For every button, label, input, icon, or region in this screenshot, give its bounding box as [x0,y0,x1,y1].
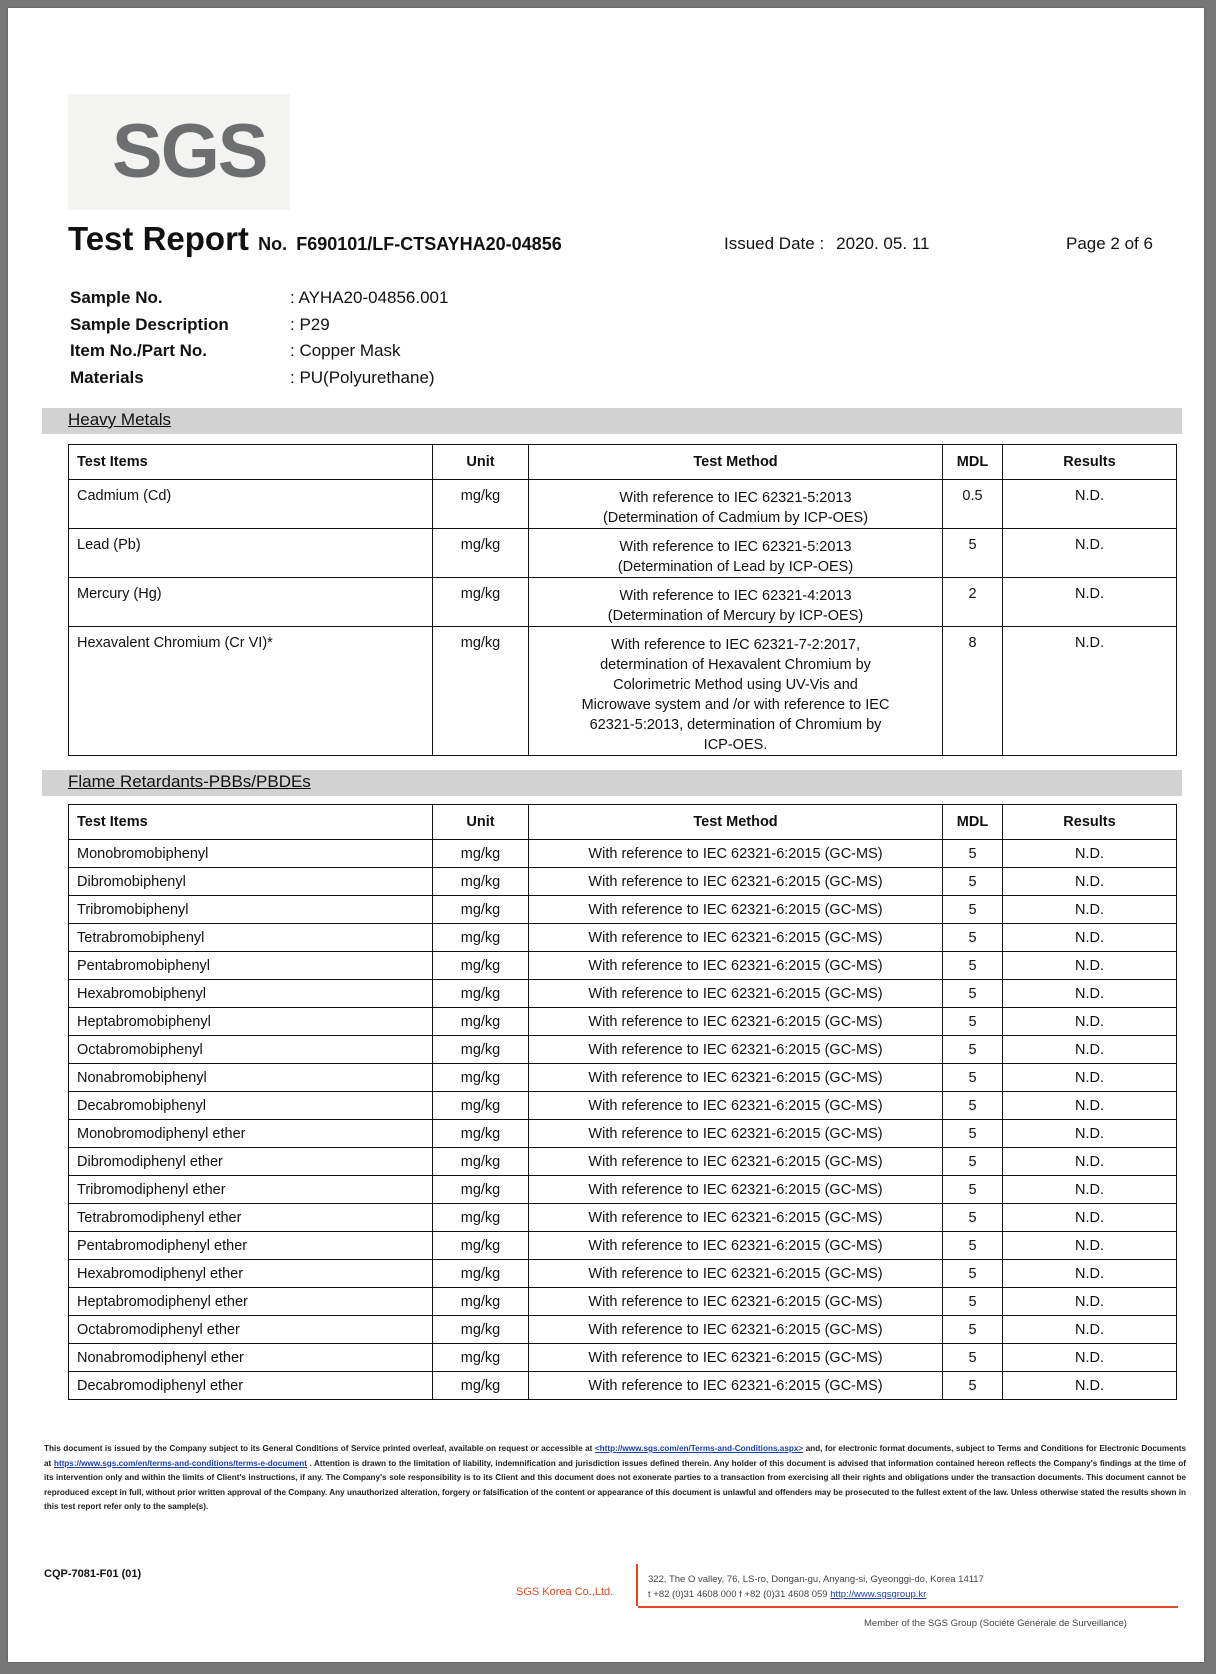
unit: mg/kg [433,924,529,952]
disclaimer-text: This document is issued by the Company subject to its General Conditions of Service printed overleaf, available on request or accessible at [44,1444,595,1453]
mdl: 0.5 [943,480,1003,529]
terms-link[interactable]: <http://www.sgs.com/en/Terms-and-Conditions.aspx> [594,1444,804,1453]
result: N.D. [1003,529,1177,578]
mdl: 5 [943,1372,1003,1400]
test-item: Tetrabromobiphenyl [69,924,433,952]
unit: mg/kg [433,952,529,980]
mdl: 5 [943,924,1003,952]
sgs-logo [68,94,290,210]
sample-info-value: : PU(Polyurethane) [290,367,435,387]
issued-date-value: 2020. 05. 11 [836,234,930,253]
table-row [69,896,1177,924]
result: N.D. [1003,924,1177,952]
test-method: With reference to IEC 62321-6:2015 (GC-MS) [529,980,943,1008]
test-item: Nonabromodiphenyl ether [69,1344,433,1372]
test-item: Heptabromodiphenyl ether [69,1288,433,1316]
unit: mg/kg [433,1148,529,1176]
unit: mg/kg [433,1288,529,1316]
result: N.D. [1003,840,1177,868]
test-method-line: 62321-5:2013, determination of Chromium by [589,717,882,733]
company-name: SGS Korea Co.,Ltd. [516,1586,614,1598]
unit: mg/kg [433,868,529,896]
table-row [69,627,1177,756]
col-mdl: MDL [943,445,1003,480]
mdl: 5 [943,1344,1003,1372]
contact-line [648,1587,984,1602]
table-row [69,1260,1177,1288]
test-item: Tribromobiphenyl [69,896,433,924]
table-row [69,1176,1177,1204]
test-method: With reference to IEC 62321-6:2015 (GC-MS) [529,1232,943,1260]
test-method: With reference to IEC 62321-6:2015 (GC-MS) [529,1288,943,1316]
test-method: With reference to IEC 62321-6:2015 (GC-MS) [529,1176,943,1204]
test-method-line: Colorimetric Method using UV-Vis and [613,677,858,693]
page-number: Page 2 of 6 [1066,234,1153,253]
result: N.D. [1003,480,1177,529]
test-method-line: With reference to IEC 62321-4:2013 [619,588,852,604]
table-row [69,480,1177,529]
table-row [69,840,1177,868]
test-item: Cadmium (Cd) [69,480,433,529]
unit: mg/kg [433,627,529,756]
test-method-line: With reference to IEC 62321-5:2013 [619,539,852,555]
test-method: With reference to IEC 62321-6:2015 (GC-MS) [529,1260,943,1288]
test-method: With reference to IEC 62321-6:2015 (GC-MS) [529,1148,943,1176]
result: N.D. [1003,1120,1177,1148]
unit: mg/kg [433,1204,529,1232]
test-method: With reference to IEC 62321-6:2015 (GC-MS) [529,896,943,924]
mdl: 5 [943,529,1003,578]
unit: mg/kg [433,1316,529,1344]
col-test-method: Test Method [529,445,943,480]
test-method-line: (Determination of Mercury by ICP-OES) [607,608,864,624]
mdl: 5 [943,952,1003,980]
result: N.D. [1003,1036,1177,1064]
test-method: With reference to IEC 62321-6:2015 (GC-MS) [529,1204,943,1232]
unit: mg/kg [433,1372,529,1400]
unit: mg/kg [433,1260,529,1288]
issued-date-label: Issued Date : [724,234,825,253]
mdl: 5 [943,1036,1003,1064]
test-item: Monobromodiphenyl ether [69,1120,433,1148]
test-method: With reference to IEC 62321-6:2015 (GC-MS) [529,1092,943,1120]
test-method: With reference to IEC 62321-6:2015 (GC-MS) [529,1344,943,1372]
unit: mg/kg [433,840,529,868]
sample-info-label: Sample No. [70,288,163,307]
result: N.D. [1003,1204,1177,1232]
table-row [69,1120,1177,1148]
table-row [69,1008,1177,1036]
test-item: Hexavalent Chromium (Cr VI)* [69,627,433,756]
mdl: 5 [943,1288,1003,1316]
phone-fax: t +82 (0)31 4608 000 f +82 (0)31 4608 059 [648,1589,831,1600]
result: N.D. [1003,1288,1177,1316]
result: N.D. [1003,868,1177,896]
mdl: 5 [943,1176,1003,1204]
disclaimer-text: and, for electronic format documents, subject to Terms and Conditions for Electronic Documents at [44,1444,1186,1468]
unit: mg/kg [433,1092,529,1120]
unit: mg/kg [433,980,529,1008]
disclaimer-text: . Attention is drawn to the limitation of liability, indemnification and jurisdiction issues defined therein. Any holder of this document is advised that information contained hereon reflects the Company's findings at the time of its intervention only and within the limits of Client's instructions, if any. The Company's sole responsibility is to its Client and this document does not exonerate parties to a transaction from exercising all their rights and obligations under the transaction documents. This document cannot be reproduced except in full, without prior written approval of the Company. Any unauthorized alteration, forgery or falsification of the content or appearance of this document is unlawful and offenders may be prosecuted to the fullest extent of the law. Unless otherwise stated the results shown in this test report refer only to the sample(s). [44,1458,1187,1512]
e-document-terms-link[interactable]: https://www.sgs.com/en/terms-and-conditions/terms-e-document [53,1458,307,1468]
mdl: 5 [943,1092,1003,1120]
test-method: With reference to IEC 62321-6:2015 (GC-MS) [529,1120,943,1148]
result: N.D. [1003,1176,1177,1204]
mdl: 5 [943,1008,1003,1036]
test-method [529,578,943,627]
result: N.D. [1003,1092,1177,1120]
test-item: Mercury (Hg) [69,578,433,627]
test-method-line: (Determination of Cadmium by ICP-OES) [602,510,869,526]
mdl: 5 [943,1204,1003,1232]
test-method [529,627,943,756]
test-item: Monobromobiphenyl [69,840,433,868]
unit: mg/kg [433,529,529,578]
table-row [69,1344,1177,1372]
unit: mg/kg [433,1120,529,1148]
table-row [69,1288,1177,1316]
sample-info-value: : Copper Mask [290,341,401,360]
table-row [69,924,1177,952]
section-title: Heavy Metals [68,410,171,429]
result: N.D. [1003,1064,1177,1092]
test-method-line: (Determination of Lead by ICP-OES) [617,559,854,575]
result: N.D. [1003,578,1177,627]
unit: mg/kg [433,1232,529,1260]
table-row [69,868,1177,896]
mdl: 5 [943,896,1003,924]
sample-info-label: Sample Description [70,314,229,334]
result: N.D. [1003,627,1177,756]
result: N.D. [1003,980,1177,1008]
test-item: Lead (Pb) [69,529,433,578]
footer-divider [636,1564,638,1606]
section-flame-retardants [42,770,1182,796]
test-method-line: With reference to IEC 62321-7-2:2017, [610,637,861,653]
test-item: Dibromobiphenyl [69,868,433,896]
table-row [69,1092,1177,1120]
unit: mg/kg [433,1344,529,1372]
result: N.D. [1003,1232,1177,1260]
test-item: Tetrabromodiphenyl ether [69,1204,433,1232]
mdl: 5 [943,1148,1003,1176]
result: N.D. [1003,1008,1177,1036]
test-method: With reference to IEC 62321-6:2015 (GC-MS) [529,1372,943,1400]
test-item: Dibromodiphenyl ether [69,1148,433,1176]
mdl: 5 [943,840,1003,868]
mdl: 5 [943,1064,1003,1092]
test-item: Heptabromobiphenyl [69,1008,433,1036]
test-item: Octabromodiphenyl ether [69,1316,433,1344]
result: N.D. [1003,1260,1177,1288]
sgs-logo-text: SGS [112,109,267,194]
mdl: 5 [943,1120,1003,1148]
result: N.D. [1003,1372,1177,1400]
unit: mg/kg [433,578,529,627]
table-row [69,1036,1177,1064]
heavy-metals-table [68,444,1177,756]
table-header-row [69,445,1177,480]
result: N.D. [1003,1148,1177,1176]
unit: mg/kg [433,1064,529,1092]
website-link[interactable]: http://www.sgsgroup.kr [830,1589,927,1600]
table-row [69,1204,1177,1232]
test-method: With reference to IEC 62321-6:2015 (GC-MS) [529,1036,943,1064]
test-method-line: ICP-OES. [703,737,768,753]
report-title-text: Test Report [68,220,249,257]
report-no-label: No. [258,234,288,254]
col-test-method: Test Method [529,805,943,840]
table-row [69,1232,1177,1260]
report-page [8,8,1204,1662]
unit: mg/kg [433,896,529,924]
table-row [69,529,1177,578]
sample-info-label: Item No./Part No. [70,341,207,360]
result: N.D. [1003,896,1177,924]
test-item: Pentabromodiphenyl ether [69,1232,433,1260]
test-method-line: With reference to IEC 62321-5:2013 [619,490,852,506]
table-row [69,1064,1177,1092]
table-header-row [69,805,1177,840]
test-method: With reference to IEC 62321-6:2015 (GC-MS) [529,1316,943,1344]
col-test-items: Test Items [69,445,433,480]
address-line: 322, The O valley, 76, LS-ro, Dongan-gu, Anyang-si, Gyeonggi-do, Korea 14117 [648,1574,984,1585]
mdl: 2 [943,578,1003,627]
test-item: Hexabromobiphenyl [69,980,433,1008]
form-code: CQP-7081-F01 (01) [44,1568,142,1580]
table-row [69,1372,1177,1400]
member-statement: Member of the SGS Group (Société Générale de Surveillance) [864,1618,1127,1629]
sample-info-value: : AYHA20-04856.001 [290,288,449,307]
table-row [69,1316,1177,1344]
issued-date [724,234,929,254]
result: N.D. [1003,952,1177,980]
table-row [69,952,1177,980]
test-item: Octabromobiphenyl [69,1036,433,1064]
flame-retardants-table [68,804,1177,1400]
unit: mg/kg [433,480,529,529]
legal-disclaimer [44,1442,1186,1515]
test-method [529,480,943,529]
table-row [69,1148,1177,1176]
mdl: 8 [943,627,1003,756]
table-row [69,980,1177,1008]
unit: mg/kg [433,1036,529,1064]
test-item: Pentabromobiphenyl [69,952,433,980]
report-title [68,220,562,258]
test-method: With reference to IEC 62321-6:2015 (GC-MS) [529,952,943,980]
test-method: With reference to IEC 62321-6:2015 (GC-MS) [529,1064,943,1092]
mdl: 5 [943,1316,1003,1344]
footer-rule [638,1606,1178,1608]
test-method: With reference to IEC 62321-6:2015 (GC-MS) [529,840,943,868]
section-heavy-metals [42,408,1182,434]
report-number: F690101/LF-CTSAYHA20-04856 [296,234,562,254]
company-address [648,1572,984,1602]
test-item: Decabromodiphenyl ether [69,1372,433,1400]
test-method: With reference to IEC 62321-6:2015 (GC-MS) [529,868,943,896]
col-test-items: Test Items [69,805,433,840]
mdl: 5 [943,1260,1003,1288]
table-row [69,578,1177,627]
test-method-line: Microwave system and /or with reference to IEC [581,697,890,713]
sample-info-value: : P29 [290,314,330,334]
col-results: Results [1003,805,1177,840]
test-item: Nonabromobiphenyl [69,1064,433,1092]
mdl: 5 [943,980,1003,1008]
mdl: 5 [943,1232,1003,1260]
unit: mg/kg [433,1008,529,1036]
test-item: Hexabromodiphenyl ether [69,1260,433,1288]
section-title: Flame Retardants-PBBs/PBDEs [68,772,311,791]
col-unit: Unit [433,445,529,480]
col-results: Results [1003,445,1177,480]
col-mdl: MDL [943,805,1003,840]
sample-info-label: Materials [70,367,144,387]
test-item: Decabromobiphenyl [69,1092,433,1120]
unit: mg/kg [433,1176,529,1204]
col-unit: Unit [433,805,529,840]
test-method: With reference to IEC 62321-6:2015 (GC-MS) [529,1008,943,1036]
test-method: With reference to IEC 62321-6:2015 (GC-MS) [529,924,943,952]
test-method-line: determination of Hexavalent Chromium by [600,657,871,673]
test-method [529,529,943,578]
test-item: Tribromodiphenyl ether [69,1176,433,1204]
mdl: 5 [943,868,1003,896]
result: N.D. [1003,1344,1177,1372]
result: N.D. [1003,1316,1177,1344]
